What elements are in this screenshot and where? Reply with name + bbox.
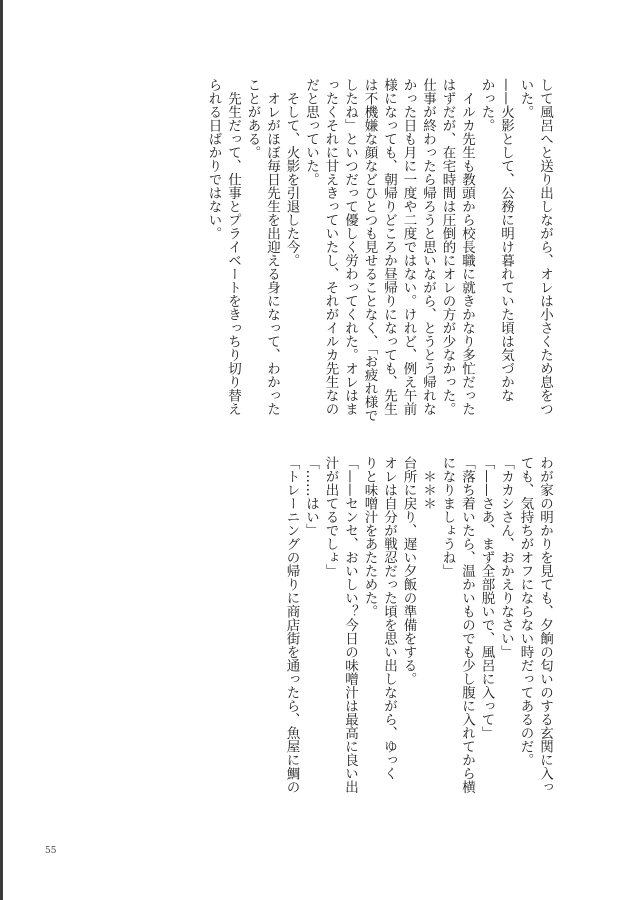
text-column: ＊＊＊ bbox=[420, 456, 436, 510]
text-column: 「——さあ、まず全部脱いで、風呂に入って」 bbox=[478, 456, 495, 740]
text-column: は不機嫌な顔などひとつも見せることなく、「お疲れ様で bbox=[361, 78, 378, 423]
text-column: はずだが、在宅時間は圧倒的にオレの方が少なかった。 bbox=[439, 78, 456, 416]
text-column: して風呂へと送り出しながら、オレは小さくため息をつ bbox=[537, 78, 553, 416]
text-column: ても、気持ちがオフにならない時だってあるのだ。 bbox=[517, 456, 534, 767]
book-page bbox=[3, 0, 640, 900]
text-column: 「落ち着いたら、温かいものでも少し腹に入れてから横 bbox=[459, 456, 475, 794]
text-column: 「……はい」 bbox=[303, 456, 319, 537]
text-column: りと味噌汁をあたためた。 bbox=[361, 456, 378, 618]
text-column: になりましょうね」 bbox=[439, 456, 456, 578]
text-column: したね」といつだって優しく労わってくれた。オレはま bbox=[342, 78, 358, 416]
top-text-block bbox=[203, 78, 554, 438]
text-column: 様になっても、朝帰りどころか昼帰りになっても、先生 bbox=[381, 78, 397, 416]
text-column: かった日も月に一度や二度ではない。けれど、例え午前 bbox=[400, 78, 417, 416]
text-column: だと思っていた。 bbox=[303, 78, 319, 186]
text-column: わが家の明かりを見ても、夕餉の匂いのする玄関に入っ bbox=[537, 456, 553, 794]
text-column: 台所に戻り、遅い夕飯の準備をする。 bbox=[400, 456, 417, 686]
page-number: 55 bbox=[45, 846, 57, 856]
text-column: オレは自分が戦忍だった頃を思い出しながら、ゆっく bbox=[381, 456, 397, 780]
text-column: 「——センセ、おいしい？今日の味噌汁は最高に良い出 bbox=[342, 456, 358, 794]
text-column: ったくそれに甘えきっていたし、それがイルカ先生なの bbox=[322, 78, 339, 416]
text-column: 「カカシさん、おかえりなさい」 bbox=[498, 456, 514, 659]
bottom-text-block bbox=[281, 456, 554, 816]
text-column: オレがほぼ毎日先生を出迎える身になって、わかった bbox=[264, 78, 280, 416]
text-column: 仕事が終わったら帰ろうと思いながら、とうとう帰れな bbox=[420, 78, 436, 416]
text-column: 先生だって、仕事とプライベートをきっちり切り替え bbox=[225, 78, 241, 416]
text-column: いた。 bbox=[517, 78, 534, 119]
text-column: 「トレーニングの帰りに商店街を通ったら、魚屋に鯛の bbox=[283, 456, 300, 794]
text-column: られる日ばかりではない。 bbox=[205, 78, 222, 240]
text-column: ——火影として、公務に明け暮れていた頃は気づかな bbox=[498, 78, 514, 402]
text-column: ことがある。 bbox=[244, 78, 261, 159]
text-column: イルカ先生も教頭から校長職に就きかなり多忙だった bbox=[459, 78, 475, 416]
text-column: かった。 bbox=[478, 78, 495, 132]
text-column: 汁が出てるでしょ」 bbox=[322, 456, 339, 578]
text-column: そして、火影を引退した今。 bbox=[283, 78, 300, 267]
